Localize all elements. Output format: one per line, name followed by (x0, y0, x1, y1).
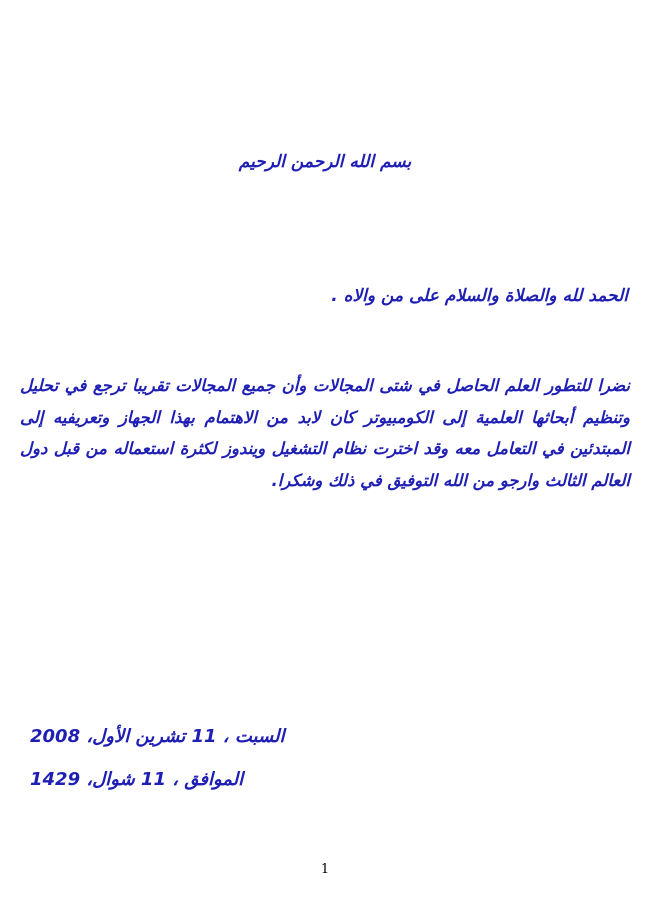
gregorian-date: السبت ، 11 تشرين الأول، 2008 (30, 726, 285, 747)
praise-line: الحمد لله والصلاة والسلام على من والاه . (331, 286, 628, 306)
page-number: 1 (320, 862, 330, 877)
hijri-date: الموافق ، 11 شوال، 1429 (30, 769, 244, 790)
intro-paragraph: نضرا للتطور العلم الحاصل في شتى المجالات وأن جميع المجالات تقريبا ترجع في تحليل وتنظيم أبحاثها العلمية إلى الكومبيوتر كان لابد من الاهتمام بهذا الجهاز وتعريفيه إلى المبتدئين في التعامل معه وقد اخترت نظام التشغيل ويندوز لكثرة استعماله من قبل دول العالم الثالث وارجو من الله التوفيق في ذلك وشكرا. (20, 376, 630, 490)
basmala-heading: بسم الله الرحمن الرحيم (238, 152, 412, 172)
